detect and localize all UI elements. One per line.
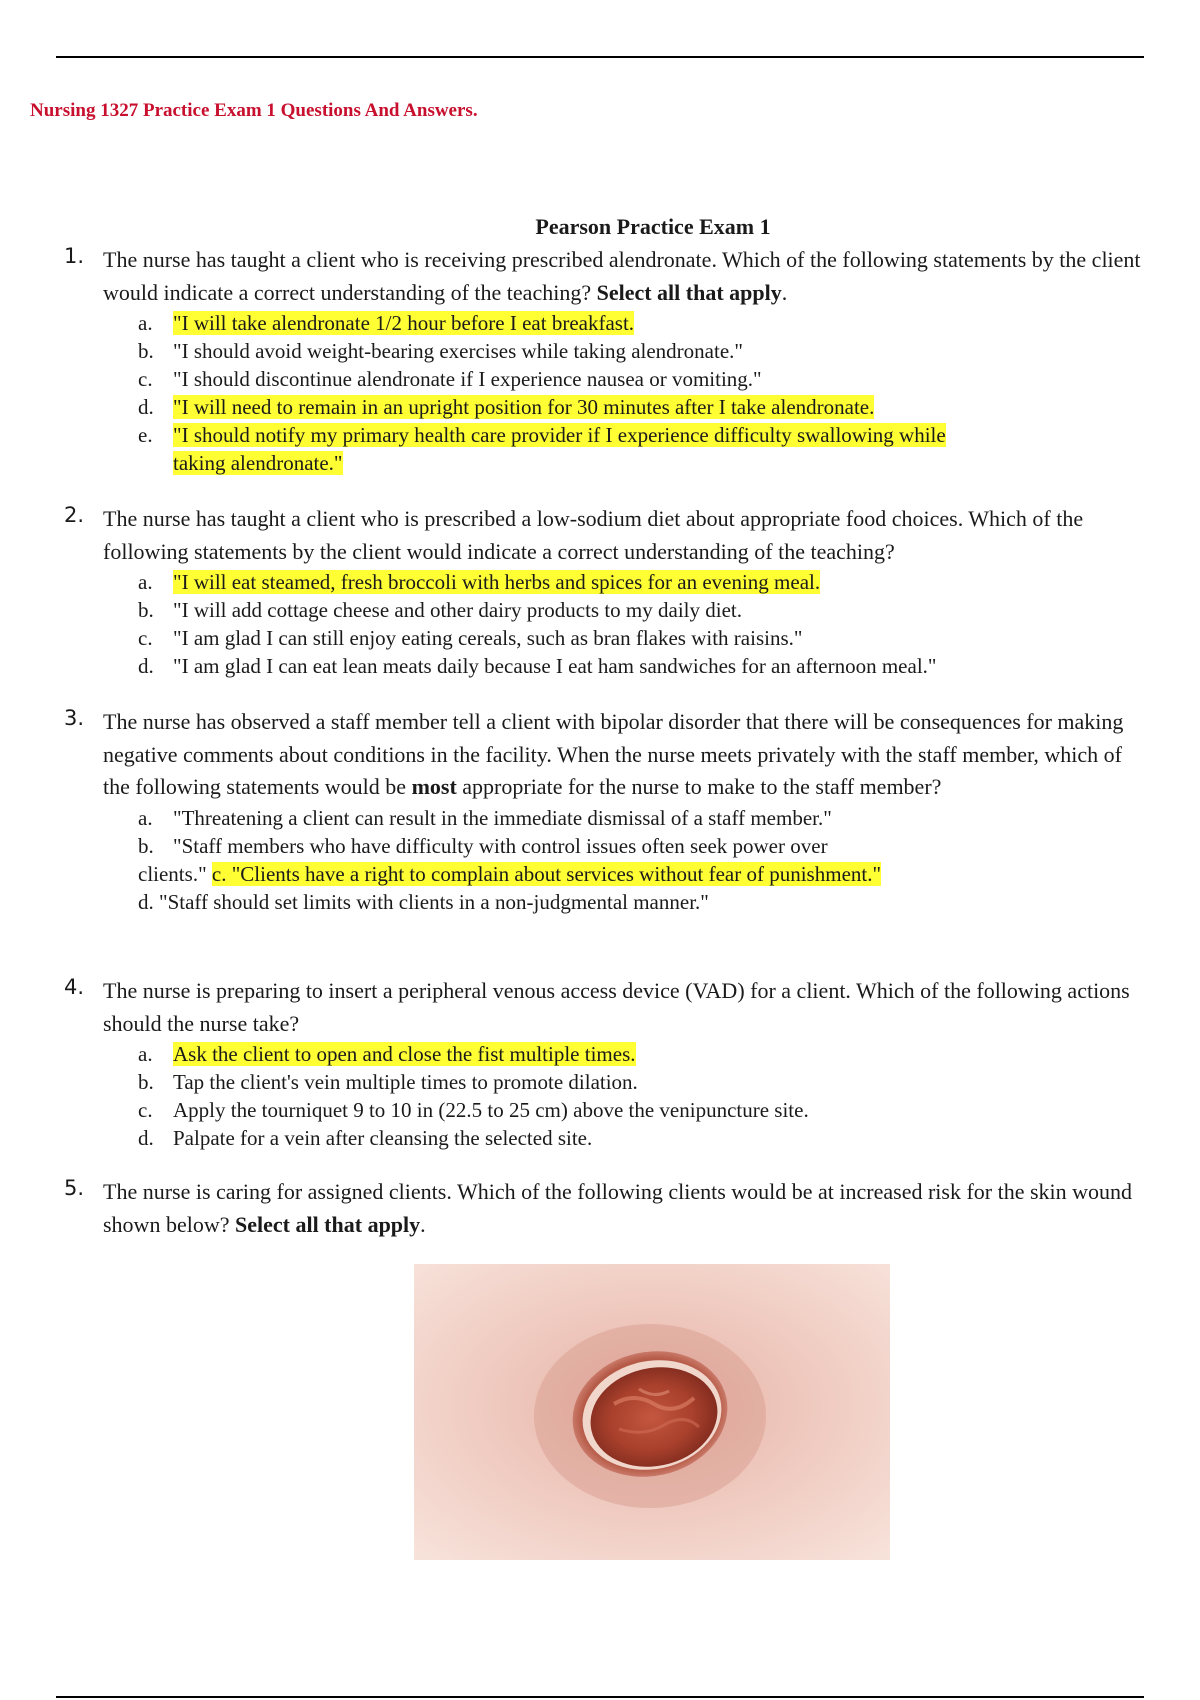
answer-option: a. "Threatening a client can result in the immediate dismissal of a staff member." [138,805,832,830]
question-number: 2. [64,503,85,527]
question-3 [64,706,1154,916]
answer-option: e. "I should notify my primary health care provider if I experience difficulty swallowing while taking alendronate." [138,423,946,475]
exam-heading: Pearson Practice Exam 1 [535,214,771,239]
answer-option: c. "I should discontinue alendronate if I experience nausea or vomiting." [138,367,762,391]
answer-option: b. "Staff members who have difficulty with control issues often seek power over [138,833,828,858]
answer-option: c. "I am glad I can still enjoy eating cereals, such as bran flakes with raisins." [138,626,803,650]
answer-option: d. "I will need to remain in an upright position for 30 minutes after I take alendronate. [138,395,875,419]
question-5 [64,1176,1154,1241]
bottom-rule [56,1696,1144,1698]
answer-options [138,568,1154,680]
answer-option: d. Palpate for a vein after cleansing the selected site. [138,1126,593,1150]
question-1 [64,244,1154,477]
answer-option: clients." c. "Clients have a right to complain about services without fear of punishment." [138,861,882,886]
answer-option: b. Tap the client's vein multiple times to promote dilation. [138,1070,638,1094]
answer-option: a. Ask the client to open and close the fist multiple times. [138,1042,636,1066]
top-rule [56,56,1144,58]
skin-wound-image [414,1264,890,1560]
question-number: 1. [64,244,85,268]
question-number: 4. [64,975,85,999]
question-number: 5. [64,1176,85,1200]
answer-option: a. "I will eat steamed, fresh broccoli with herbs and spices for an evening meal. [138,570,821,594]
answer-option: d. "I am glad I can eat lean meats daily because I eat ham sandwiches for an afternoon meal." [138,654,937,678]
wound-illustration [414,1264,890,1560]
answer-option: d. "Staff should set limits with clients in a non-judgmental manner." [138,889,709,914]
question-text: The nurse has taught a client who is prescribed a low-sodium diet about appropriate food choices. Which of the following statements by the client would indicate a correct understanding of the teaching? [103,506,1084,564]
question-text: The nurse has taught a client who is receiving prescribed alendronate. Which of the following statements by the client would indicate a correct understanding of the teaching? Select all that apply. [103,247,1141,305]
answer-option: c. Apply the tourniquet 9 to 10 in (22.5 to 25 cm) above the venipuncture site. [138,1098,809,1122]
answer-option: b. "I will add cottage cheese and other dairy products to my daily diet. [138,598,742,622]
question-2 [64,503,1154,680]
answer-option: b. "I should avoid weight-bearing exercises while taking alendronate." [138,339,743,363]
answer-options [138,1040,1154,1152]
answer-options [138,309,1154,477]
answer-options [138,804,1154,916]
question-text: The nurse is preparing to insert a peripheral venous access device (VAD) for a client. Which of the following actions should the nurse take? [103,978,1130,1036]
question-text: The nurse has observed a staff member tell a client with bipolar disorder that there will be consequences for making negative comments about conditions in the facility. When the nurse meets privately with the staff member, which of the following statements would be most appropriate for the nurse to make to the staff member? [103,709,1124,799]
answer-option: a. "I will take alendronate 1/2 hour before I eat breakfast. [138,311,635,335]
document-title: Nursing 1327 Practice Exam 1 Questions And Answers. [30,100,478,121]
question-number: 3. [64,706,85,730]
question-4 [64,975,1154,1152]
question-text: The nurse is caring for assigned clients. Which of the following clients would be at increased risk for the skin wound shown below? Select all that apply. [103,1179,1133,1237]
